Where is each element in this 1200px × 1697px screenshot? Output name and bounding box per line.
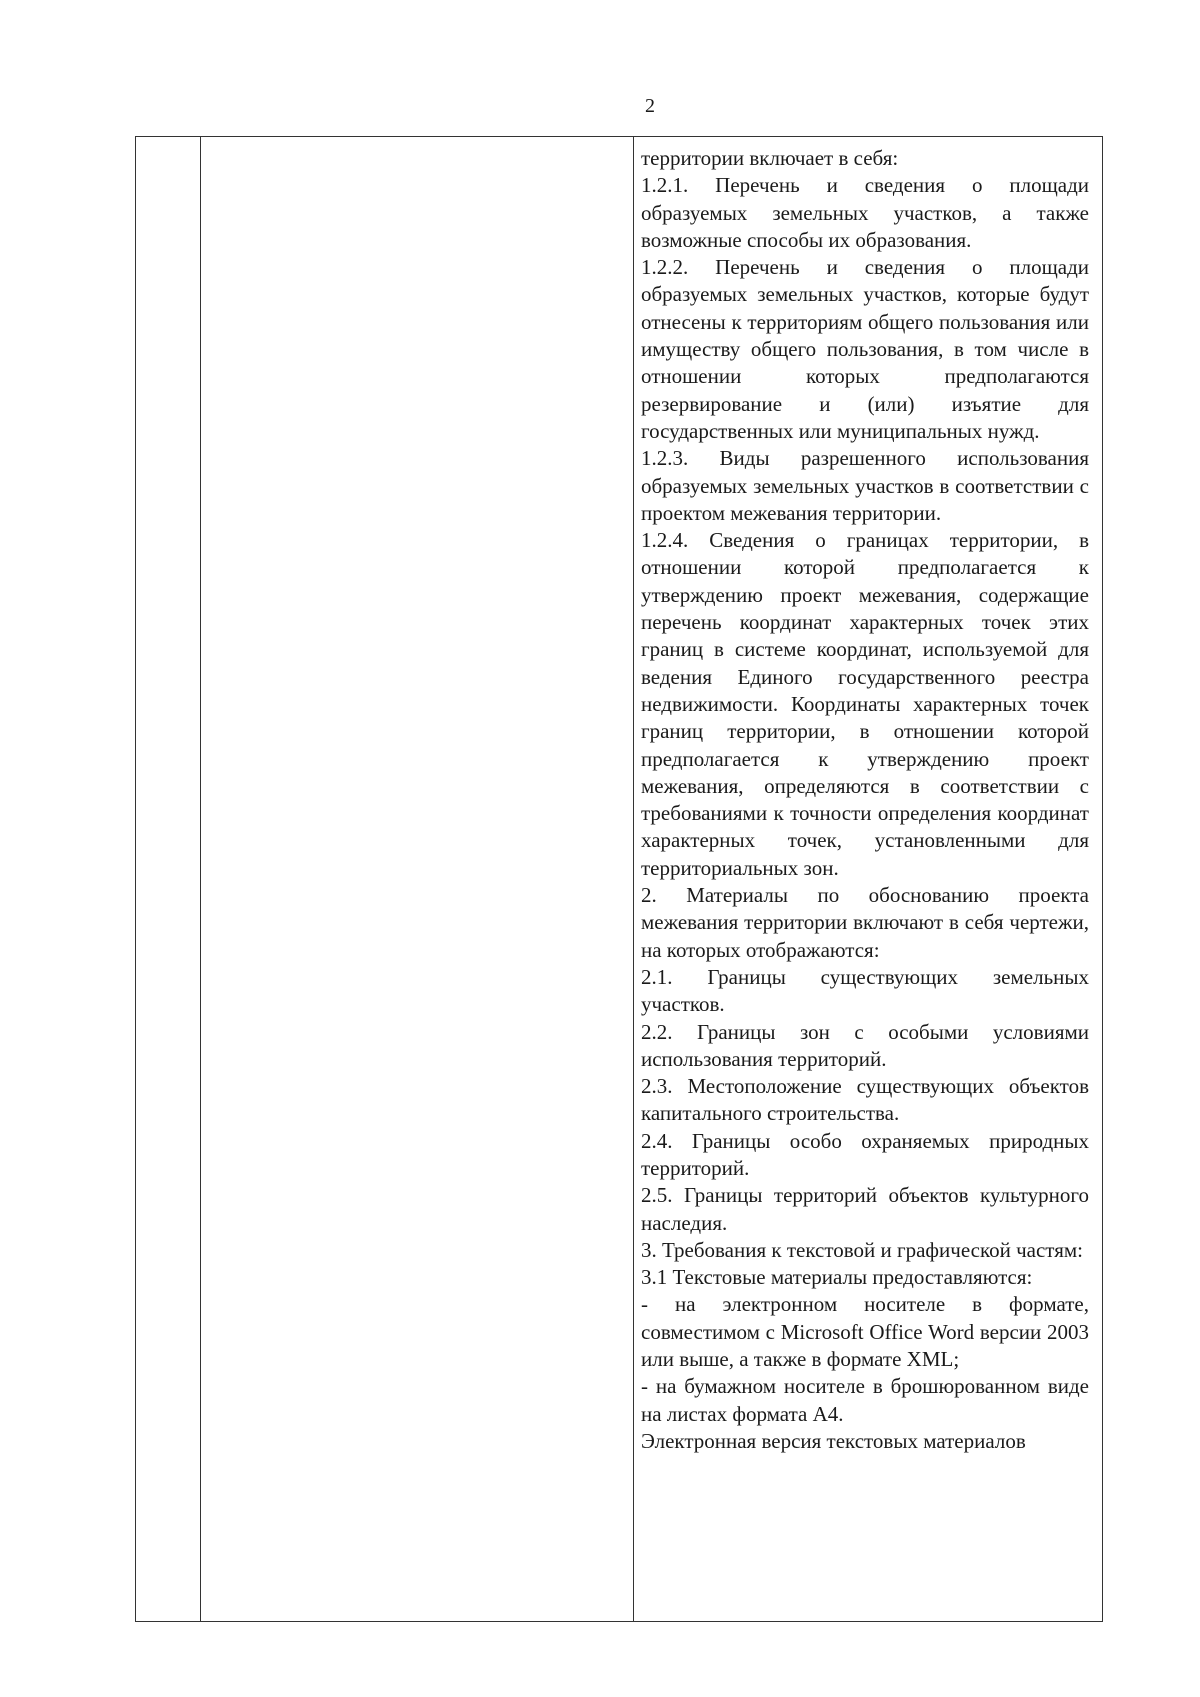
page-number: 2 — [645, 95, 655, 117]
paragraph: 1.2.3. Виды разрешенного использования образуемых земельных участков в соответствии с проектом межевания территории. — [641, 446, 1089, 525]
paragraph: 2.1. Границы существующих земельных участков. — [641, 964, 1089, 1017]
paragraph: 2.2. Границы зон с особыми условиями использования территорий. — [641, 1019, 1089, 1071]
paragraph: 3.1 Текстовые материалы предоставляются: — [641, 1265, 1033, 1290]
table-column-divider — [633, 137, 634, 1621]
paragraph: 1.2.1. Перечень и сведения о площади образуемых земельных участков, а также возможные способы их образования. — [641, 173, 1089, 252]
paragraph: Электронная версия текстовых материалов — [641, 1428, 1026, 1453]
paragraph: 3. Требования к текстовой и графической частям: — [641, 1237, 1083, 1262]
table-text-cell — [641, 145, 1089, 1619]
paragraph: 2.3. Местоположение существующих объектов капитального строительства. — [641, 1074, 1089, 1126]
paragraph: 1.2.4. Сведения о границах территории, в отношении которой предполагается к утверждению проект межевания, содержащие перечень координат характерных точек этих границ в системе координат, используемой для ведения Единого государственного реестра недвижимости. Координаты характерных точек границ территории, в отношении которой предполагается к утверждению проект межевания, определяются в соответствии с требованиями к точности определения координат характерных точек, установленными для территориальных зон. — [641, 528, 1089, 880]
paragraph: - на бумажном носителе в брошюрованном виде на листах формата А4. — [641, 1374, 1089, 1426]
document-table — [135, 136, 1103, 1622]
paragraph: - на электронном носителе в формате, совместимом с Microsoft Office Word версии 2003 или выше, а также в формате XML; — [641, 1292, 1089, 1372]
paragraph: территории включает в себя: — [641, 146, 899, 170]
paragraph: 2. Материалы по обоснованию проекта межевания территории включают в себя чертежи, на которых отображаются: — [641, 883, 1089, 962]
table-column-divider — [200, 137, 201, 1621]
paragraph: 1.2.2. Перечень и сведения о площади образуемых земельных участков, которые будут отнесены к территориям общего пользования или имуществу общего пользования, в том числе в отношении которых предполагаются резервирование и (или) изъятие для государственных или муниципальных нужд. — [641, 255, 1089, 443]
paragraph: 2.5. Границы территорий объектов культурного наследия. — [641, 1183, 1089, 1235]
paragraph: 2.4. Границы особо охраняемых природных территорий. — [641, 1128, 1089, 1180]
